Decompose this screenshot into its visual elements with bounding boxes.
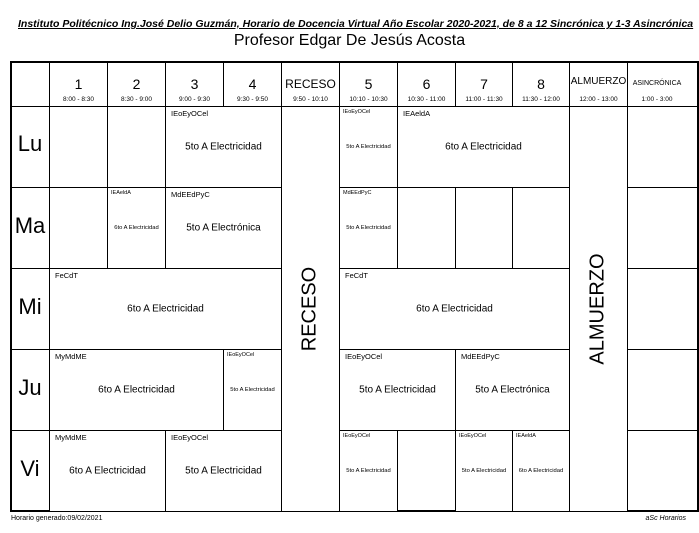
generated-date: Horario generado:09/02/2021: [11, 515, 103, 522]
lesson-subject: FeCdT: [345, 271, 368, 280]
lesson-subject: IEoEyOCel: [343, 433, 371, 439]
column-time-2: 8:30 - 9:00: [120, 96, 153, 103]
lesson-card[interactable]: [50, 431, 165, 511]
lesson-subject: IEoEyOCel: [171, 109, 209, 118]
column-time-6: 10:30 - 11:00: [407, 96, 446, 103]
lesson-subject: MdEEdPyC: [171, 190, 210, 199]
column-time-1: 8:00 - 8:30: [62, 96, 95, 103]
lesson-class: 5to A Electricidad: [359, 384, 436, 396]
lesson-class: 6to A Electricidad: [69, 465, 146, 477]
lesson-subject: IEoEyOCel: [345, 352, 383, 361]
lesson-card[interactable]: [340, 350, 455, 430]
lesson-class: 5to A Electricidad: [346, 468, 391, 474]
lesson-card[interactable]: [224, 350, 281, 430]
day-label-vi: Vi: [20, 456, 40, 481]
column-time-asincronica: 1:00 - 3:00: [641, 96, 673, 103]
receso-label: RECESO: [298, 266, 321, 352]
teacher-name: Profesor Edgar De Jesús Acosta: [233, 32, 466, 49]
lesson-class: 6to A Electricidad: [114, 225, 159, 231]
lesson-class: 5to A Electrónica: [475, 384, 550, 396]
lesson-card[interactable]: [50, 269, 281, 349]
lesson-subject: IEAeldA: [516, 433, 536, 439]
lesson-class: 5to A Electricidad: [185, 465, 262, 477]
column-header-7: 7: [480, 76, 488, 92]
column-header-receso: RECESO: [285, 77, 336, 91]
column-time-8: 11:30 - 12:00: [522, 96, 560, 103]
lesson-subject: IEAeldA: [403, 109, 431, 118]
lesson-card[interactable]: [166, 107, 281, 187]
lesson-subject: IEoEyOCel: [227, 352, 255, 358]
lesson-card[interactable]: [513, 431, 569, 511]
lesson-card[interactable]: [108, 188, 165, 268]
lesson-subject: IEoEyOCel: [171, 433, 209, 442]
column-time-3: 9:00 - 9:30: [178, 96, 211, 103]
lesson-subject: MdEEdPyC: [343, 190, 372, 196]
column-time-7: 11:00 - 11:30: [465, 96, 503, 103]
column-time-5: 10:10 - 10:30: [349, 96, 388, 103]
column-header-almuerzo: ALMUERZO: [570, 76, 627, 87]
lesson-subject: MdEEdPyC: [461, 352, 500, 361]
brand-label: aSc Horarios: [645, 515, 686, 522]
column-header-5: 5: [364, 76, 373, 92]
lesson-card[interactable]: [50, 350, 223, 430]
lesson-card[interactable]: [166, 188, 281, 268]
column-time-almuerzo: 12:00 - 13:00: [579, 96, 618, 103]
lesson-class: 6to A Electricidad: [445, 141, 522, 153]
lesson-card[interactable]: [340, 431, 397, 511]
document-title: Instituto Politécnico Ing.José Delio Guzmán, Horario de Docencia Virtual Año Escolar 2020-2021, de 8 a 12 Sincrónica y 1-3 Asincrónica: [18, 18, 694, 30]
column-header-2: 2: [132, 76, 141, 92]
lesson-card[interactable]: [340, 188, 397, 268]
lesson-class: 5to A Electricidad: [461, 468, 507, 474]
lesson-card[interactable]: [456, 350, 569, 430]
lesson-card[interactable]: [340, 269, 569, 349]
column-header-6: 6: [422, 76, 431, 92]
lesson-class: 6to A Electricidad: [416, 303, 493, 315]
lesson-card[interactable]: [340, 107, 397, 187]
lesson-class: 6to A Electricidad: [98, 384, 175, 396]
column-header-8: 8: [537, 76, 545, 92]
column-header-1: 1: [74, 76, 83, 92]
lesson-card[interactable]: [166, 431, 281, 511]
lesson-card[interactable]: [398, 107, 569, 187]
column-time-4: 9:30 - 9:50: [236, 96, 269, 103]
lesson-subject: IEAeldA: [111, 190, 131, 196]
column-header-3: 3: [190, 76, 199, 92]
day-label-ju: Ju: [18, 375, 42, 400]
grid-line: [627, 62, 628, 511]
lesson-card[interactable]: [456, 431, 512, 511]
lesson-class: 5to A Electrónica: [186, 222, 261, 234]
lesson-subject: IEoEyOCel: [459, 433, 487, 439]
day-label-ma: Ma: [14, 213, 46, 238]
lesson-class: 6to A Electricidad: [518, 468, 564, 474]
column-header-4: 4: [248, 76, 257, 92]
day-label-lu: Lu: [17, 131, 43, 156]
lesson-class: 5to A Electricidad: [346, 144, 391, 150]
lesson-subject: MyMdME: [55, 352, 87, 361]
lesson-subject: IEoEyOCel: [343, 109, 371, 115]
lesson-subject: MyMdME: [55, 433, 87, 442]
lesson-class: 6to A Electricidad: [127, 303, 204, 315]
column-time-receso: 9:50 - 10:10: [293, 96, 328, 103]
almuerzo-label: ALMUERZO: [586, 253, 609, 365]
day-label-mi: Mi: [18, 294, 42, 319]
lesson-class: 5to A Electricidad: [346, 225, 391, 231]
lesson-class: 5to A Electricidad: [230, 387, 275, 393]
lesson-subject: FeCdT: [55, 271, 78, 280]
column-header-asincronica: ASINCRÓNICA: [632, 80, 682, 87]
lesson-class: 5to A Electricidad: [185, 141, 262, 153]
